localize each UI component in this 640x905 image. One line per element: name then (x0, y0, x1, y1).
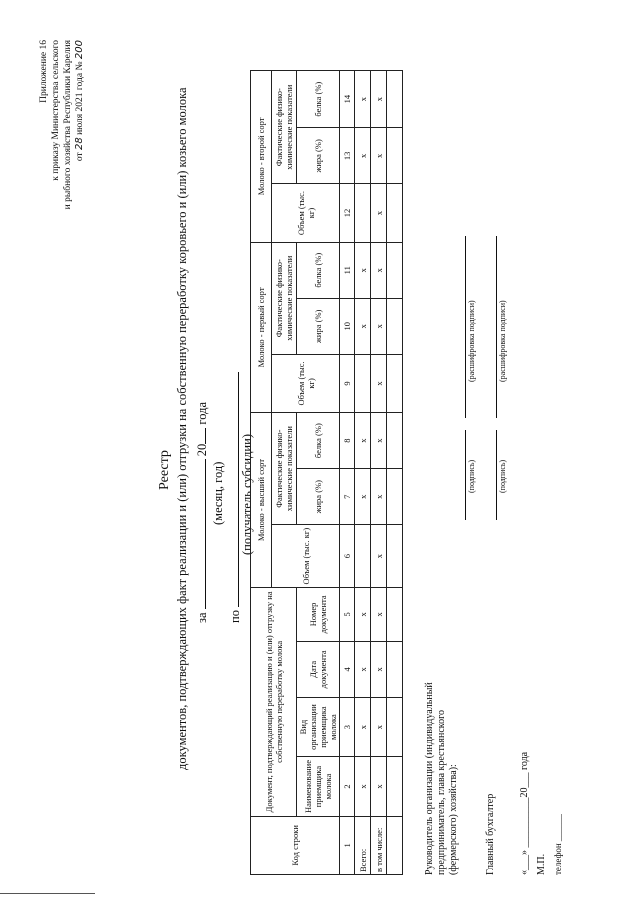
cell: x (371, 469, 387, 525)
accountant-signature-caption: (подпись) (498, 459, 507, 493)
annex-number: Приложение 16 (39, 40, 49, 103)
cell: x (355, 697, 371, 756)
accountant-decoding-caption: (расшифровка подписи) (498, 300, 507, 382)
cell[interactable] (387, 757, 403, 816)
colnum: 1 (340, 816, 355, 874)
colnum: 13 (340, 128, 355, 184)
document-title: Реестр (157, 450, 172, 490)
header-volume-3: Объем (тыс. кг) (272, 184, 340, 242)
header-receiver-name: Наименование приемщика молока (297, 757, 340, 816)
cell: x (371, 588, 387, 642)
cell: x (371, 413, 387, 469)
accountant-signature-line[interactable] (496, 430, 497, 520)
cell[interactable] (387, 184, 403, 242)
table-row-empty (387, 71, 403, 875)
cell[interactable] (355, 525, 371, 588)
head-signature-caption: (подпись) (467, 459, 476, 493)
table-row-total (355, 71, 371, 875)
cell[interactable] (387, 816, 403, 874)
cell[interactable] (387, 413, 403, 469)
document-subtitle: документов, подтверждающих факт реализации и (или) отгрузки на собственную переработку коровьего и (или) козьего молока (175, 87, 189, 770)
cell: x (371, 757, 387, 816)
header-milk-premium: Молоко - высший сорт (251, 413, 272, 588)
cell[interactable] (387, 469, 403, 525)
colnum: 11 (340, 242, 355, 298)
cell: x (371, 697, 387, 756)
handwritten-number: 200 (74, 40, 85, 60)
header-fat-3: жира (%) (297, 128, 340, 184)
header-volume-2: Объем (тыс. кг) (272, 354, 340, 412)
colnum: 14 (340, 71, 355, 128)
colnum: 9 (340, 354, 355, 412)
handwritten-day: 28 (74, 137, 85, 151)
colnum: 4 (340, 641, 355, 697)
year-blank[interactable] (194, 428, 206, 444)
header-doc-date: Дата документа (297, 641, 340, 697)
header-receiver-type: Вид организации приемщика молока (297, 697, 340, 756)
cell: x (371, 641, 387, 697)
cell: x (355, 641, 371, 697)
header-protein-2: белка (%) (297, 242, 340, 298)
head-line-1: Руководитель организации (индивидуальный (424, 682, 435, 875)
recipient-line: по (227, 372, 243, 623)
header-physchem-3: Фактические физико-химические показатели (272, 71, 297, 184)
cell: x (355, 588, 371, 642)
header-doc-number: Номер документа (297, 588, 340, 642)
cell[interactable] (387, 525, 403, 588)
column-numbers-row (340, 71, 355, 875)
header-fat-2: жира (%) (297, 298, 340, 354)
cell: x (355, 128, 371, 184)
row-label-including: в том числе: (371, 816, 387, 874)
period-caption: (месяц, год) (211, 461, 225, 525)
accountant-decoding-line[interactable] (496, 236, 497, 418)
annex-line-2: и рыбного хозяйства Республики Карелия (63, 40, 73, 210)
chief-accountant-label: Главный бухгалтер (485, 793, 496, 875)
cell: x (355, 242, 371, 298)
colnum: 2 (340, 757, 355, 816)
cell[interactable] (387, 298, 403, 354)
stamp-place: М.П. (536, 853, 547, 875)
cell[interactable] (355, 354, 371, 412)
cell[interactable] (355, 184, 371, 242)
colnum: 7 (340, 469, 355, 525)
cell: x (371, 71, 387, 128)
recipient-blank[interactable] (227, 372, 239, 607)
head-line-2: предприниматель, глава крестьянского (436, 709, 447, 875)
head-signatory (424, 682, 460, 875)
header-protein-3: белка (%) (297, 71, 340, 128)
row-label-total: Всего: (355, 816, 371, 874)
colnum: 5 (340, 588, 355, 642)
head-decoding-caption: (расшифровка подписи) (467, 300, 476, 382)
header-milk-first: Молоко - первый сорт (251, 242, 272, 412)
header-document: Документ, подтверждающий реализацию и (или) отгрузку на собственную переработку молока (251, 588, 297, 817)
cell: x (355, 469, 371, 525)
annex-line-3: от 28 июля 2021 года № 200 (74, 40, 85, 162)
cell: x (371, 184, 387, 242)
cell[interactable] (387, 242, 403, 298)
annex-block (38, 40, 86, 209)
cell: x (371, 525, 387, 588)
colnum: 3 (340, 697, 355, 756)
header-volume-1: Объем (тыс. кг) (272, 525, 340, 588)
annex-line-1: к приказу Министерства сельского (51, 40, 61, 181)
head-line-3: (фермерского) хозяйства): (448, 764, 459, 875)
colnum: 10 (340, 298, 355, 354)
cell: x (371, 354, 387, 412)
cell[interactable] (387, 641, 403, 697)
cell: x (355, 757, 371, 816)
header-protein-1: белка (%) (297, 413, 340, 469)
cell[interactable] (387, 354, 403, 412)
colnum: 8 (340, 413, 355, 469)
cell[interactable] (387, 128, 403, 184)
cell: x (371, 298, 387, 354)
registry-table (250, 70, 403, 875)
header-milk-second: Молоко - второй сорт (251, 71, 272, 243)
phone-line: телефон ______ (553, 814, 563, 875)
period-line: за 20 года (195, 402, 209, 623)
cell: x (371, 242, 387, 298)
date-line: «___» __________20___ года (519, 751, 530, 875)
head-decoding-line[interactable] (465, 236, 466, 418)
cell[interactable] (387, 588, 403, 642)
table-row-including (371, 71, 387, 875)
colnum: 6 (340, 525, 355, 588)
cell: x (355, 71, 371, 128)
header-fat-1: жира (%) (297, 469, 340, 525)
cell: x (355, 298, 371, 354)
colnum: 12 (340, 184, 355, 242)
cell[interactable] (387, 697, 403, 756)
cell: x (355, 413, 371, 469)
month-blank[interactable] (194, 459, 206, 609)
header-physchem-1: Фактические физико-химические показатели (272, 413, 297, 525)
header-physchem-2: Фактические физико-химические показатели (272, 242, 297, 354)
header-row-code: Код строки (251, 816, 340, 874)
head-signature-line[interactable] (465, 430, 466, 520)
footer-rule (0, 893, 95, 894)
recipient-caption: (получатель субсидии) (240, 434, 254, 555)
cell: x (371, 128, 387, 184)
cell[interactable] (387, 71, 403, 128)
